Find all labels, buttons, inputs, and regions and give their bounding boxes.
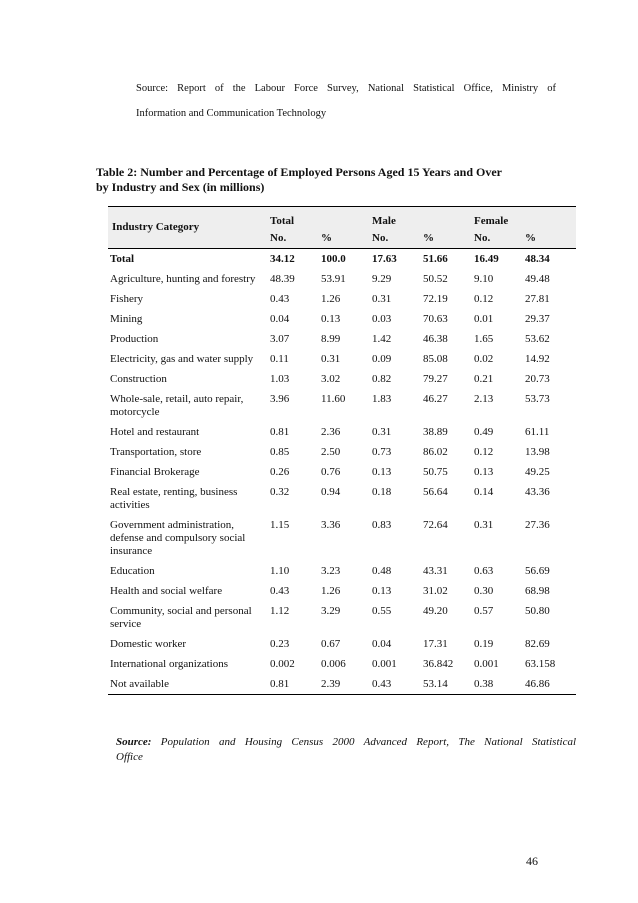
value-cell: 0.12 xyxy=(474,293,494,305)
value-cell: 53.91 xyxy=(321,273,346,285)
source-note-line-2: Information and Communication Technology xyxy=(136,108,327,119)
industry-name-cell: Community, social and personal service xyxy=(110,605,252,630)
value-cell: 14.92 xyxy=(525,353,550,365)
value-cell: 68.98 xyxy=(525,585,550,597)
header-male-no: No. xyxy=(372,228,423,249)
value-cell: 0.43 xyxy=(372,674,423,695)
table-row xyxy=(108,462,576,482)
value-cell: 0.12 xyxy=(474,446,494,458)
source-note-top xyxy=(136,76,556,126)
value-cell: 3.36 xyxy=(321,519,341,531)
value-cell: 53.14 xyxy=(423,674,474,695)
table-row xyxy=(108,634,576,654)
value-cell: 9.29 xyxy=(372,273,392,285)
value-cell: 27.36 xyxy=(525,519,550,531)
value-cell: 34.12 xyxy=(270,253,295,265)
value-cell: 0.30 xyxy=(474,585,494,597)
value-cell: 43.36 xyxy=(525,486,550,498)
header-group-total: Total xyxy=(270,207,372,229)
value-cell: 0.01 xyxy=(474,313,494,325)
value-cell: 46.86 xyxy=(525,674,576,695)
value-cell: 36.842 xyxy=(423,658,454,670)
value-cell: 17.31 xyxy=(423,638,448,650)
header-group-male: Male xyxy=(372,207,474,229)
industry-name-cell: Domestic worker xyxy=(110,638,187,650)
value-cell: 50.80 xyxy=(525,605,550,617)
source-note-line-1: Source: Report of the Labour Force Survey, National Statistical Office, Ministry of xyxy=(136,83,556,94)
value-cell: 0.31 xyxy=(372,293,392,305)
value-cell: 2.13 xyxy=(474,393,494,405)
industry-name-cell: Health and social welfare xyxy=(110,585,223,597)
value-cell: 0.04 xyxy=(270,313,290,325)
industry-name-cell: International organizations xyxy=(110,658,229,670)
value-cell: 53.73 xyxy=(525,393,550,405)
value-cell: 31.02 xyxy=(423,585,448,597)
header-female-percent: % xyxy=(525,228,576,249)
table-row xyxy=(108,442,576,462)
employment-table xyxy=(108,206,576,695)
value-cell: 53.62 xyxy=(525,333,550,345)
value-cell: 61.11 xyxy=(525,426,550,438)
value-cell: 46.38 xyxy=(423,333,448,345)
value-cell: 2.39 xyxy=(321,674,372,695)
value-cell: 16.49 xyxy=(474,253,499,265)
table-caption-line-2: by Industry and Sex (in millions) xyxy=(96,180,265,194)
value-cell: 0.13 xyxy=(372,466,392,478)
header-industry-category: Industry Category xyxy=(108,207,270,249)
value-cell: 56.64 xyxy=(423,486,448,498)
value-cell: 82.69 xyxy=(525,638,550,650)
source-label: Source: xyxy=(116,736,152,748)
value-cell: 1.42 xyxy=(372,333,392,345)
table-row xyxy=(108,422,576,442)
value-cell: 46.27 xyxy=(423,393,448,405)
value-cell: 0.85 xyxy=(270,446,290,458)
value-cell: 8.99 xyxy=(321,333,341,345)
table-row xyxy=(108,289,576,309)
value-cell: 0.32 xyxy=(270,486,290,498)
value-cell: 0.83 xyxy=(372,519,392,531)
value-cell: 72.19 xyxy=(423,293,448,305)
value-cell: 27.81 xyxy=(525,293,550,305)
value-cell: 0.94 xyxy=(321,486,341,498)
value-cell: 0.49 xyxy=(474,426,494,438)
value-cell: 72.64 xyxy=(423,519,448,531)
value-cell: 0.02 xyxy=(474,353,494,365)
value-cell: 1.03 xyxy=(270,373,290,385)
header-total-percent: % xyxy=(321,228,372,249)
value-cell: 3.23 xyxy=(321,565,341,577)
value-cell: 0.14 xyxy=(474,486,494,498)
table-caption-line-1: Table 2: Number and Percentage of Employed Persons Aged 15 Years and Over xyxy=(96,165,502,179)
table-row xyxy=(108,515,576,561)
value-cell: 0.23 xyxy=(270,638,290,650)
header-total-no: No. xyxy=(270,228,321,249)
value-cell: 51.66 xyxy=(423,253,448,265)
table-header-row-groups xyxy=(108,207,576,229)
value-cell: 0.002 xyxy=(270,658,295,670)
value-cell: 50.52 xyxy=(423,273,448,285)
value-cell: 0.48 xyxy=(372,565,392,577)
value-cell: 0.43 xyxy=(270,293,290,305)
employment-table-container xyxy=(108,206,576,695)
value-cell: 0.31 xyxy=(474,519,494,531)
value-cell: 49.25 xyxy=(525,466,550,478)
industry-name-cell: Mining xyxy=(110,313,143,325)
value-cell: 0.31 xyxy=(372,426,392,438)
value-cell: 0.76 xyxy=(321,466,341,478)
page-number: 46 xyxy=(526,854,538,868)
industry-name-cell: Not available xyxy=(108,674,270,695)
table-row xyxy=(108,269,576,289)
value-cell: 0.43 xyxy=(270,585,290,597)
value-cell: 0.38 xyxy=(474,674,525,695)
value-cell: 48.34 xyxy=(525,253,550,265)
value-cell: 0.001 xyxy=(474,658,499,670)
value-cell: 49.20 xyxy=(423,605,448,617)
value-cell: 0.13 xyxy=(321,313,341,325)
table-row xyxy=(108,482,576,515)
header-group-female: Female xyxy=(474,207,576,229)
table-row xyxy=(108,329,576,349)
value-cell: 70.63 xyxy=(423,313,448,325)
table-row xyxy=(108,674,576,695)
value-cell: 0.67 xyxy=(321,638,341,650)
value-cell: 56.69 xyxy=(525,565,550,577)
value-cell: 9.10 xyxy=(474,273,494,285)
value-cell: 63.158 xyxy=(525,658,556,670)
table-row xyxy=(108,369,576,389)
value-cell: 3.07 xyxy=(270,333,290,345)
value-cell: 0.63 xyxy=(474,565,494,577)
industry-name-cell: Education xyxy=(110,565,155,577)
value-cell: 0.81 xyxy=(270,674,321,695)
header-female-no: No. xyxy=(474,228,525,249)
value-cell: 0.13 xyxy=(474,466,494,478)
value-cell: 48.39 xyxy=(270,273,295,285)
table-row xyxy=(108,309,576,329)
industry-name-cell: Total xyxy=(110,253,135,265)
value-cell: 1.10 xyxy=(270,565,290,577)
value-cell: 1.83 xyxy=(372,393,392,405)
table-row xyxy=(108,561,576,581)
value-cell: 0.21 xyxy=(474,373,494,385)
table-row xyxy=(108,349,576,369)
value-cell: 0.13 xyxy=(372,585,392,597)
value-cell: 0.04 xyxy=(372,638,392,650)
value-cell: 1.65 xyxy=(474,333,494,345)
table-row xyxy=(108,601,576,634)
industry-name-cell: Whole-sale, retail, auto repair, motorcycle xyxy=(110,393,244,418)
value-cell: 0.81 xyxy=(270,426,290,438)
value-cell: 38.89 xyxy=(423,426,448,438)
value-cell: 0.57 xyxy=(474,605,494,617)
value-cell: 3.02 xyxy=(321,373,341,385)
industry-name-cell: Hotel and restaurant xyxy=(110,426,200,438)
industry-name-cell: Fishery xyxy=(110,293,143,305)
value-cell: 0.09 xyxy=(372,353,392,365)
value-cell: 1.15 xyxy=(270,519,290,531)
value-cell: 0.006 xyxy=(321,658,346,670)
industry-name-cell: Government administration, defense and compulsory social insurance xyxy=(110,519,246,557)
table-row xyxy=(108,249,576,270)
value-cell: 2.36 xyxy=(321,426,341,438)
value-cell: 1.26 xyxy=(321,585,341,597)
value-cell: 0.001 xyxy=(372,658,397,670)
value-cell: 79.27 xyxy=(423,373,448,385)
value-cell: 1.26 xyxy=(321,293,341,305)
value-cell: 1.12 xyxy=(270,605,290,617)
table-body xyxy=(108,249,576,695)
table-row xyxy=(108,581,576,601)
value-cell: 3.29 xyxy=(321,605,341,617)
industry-name-cell: Electricity, gas and water supply xyxy=(110,353,254,365)
value-cell: 0.11 xyxy=(270,353,289,365)
value-cell: 11.60 xyxy=(321,393,346,405)
value-cell: 0.73 xyxy=(372,446,392,458)
value-cell: 0.19 xyxy=(474,638,494,650)
value-cell: 85.08 xyxy=(423,353,448,365)
value-cell: 0.55 xyxy=(372,605,392,617)
value-cell: 17.63 xyxy=(372,253,397,265)
table-caption xyxy=(96,165,546,195)
value-cell: 43.31 xyxy=(423,565,448,577)
industry-name-cell: Agriculture, hunting and forestry xyxy=(110,273,256,285)
value-cell: 100.0 xyxy=(321,253,346,265)
industry-name-cell: Production xyxy=(110,333,159,345)
source-note-bottom xyxy=(116,735,576,765)
industry-name-cell: Transportation, store xyxy=(110,446,202,458)
industry-name-cell: Construction xyxy=(110,373,167,385)
value-cell: 2.50 xyxy=(321,446,341,458)
value-cell: 0.03 xyxy=(372,313,392,325)
value-cell: 0.82 xyxy=(372,373,392,385)
value-cell: 0.31 xyxy=(321,353,341,365)
table-row xyxy=(108,654,576,674)
value-cell: 86.02 xyxy=(423,446,448,458)
value-cell: 50.75 xyxy=(423,466,448,478)
value-cell: 13.98 xyxy=(525,446,550,458)
value-cell: 0.18 xyxy=(372,486,392,498)
value-cell: 3.96 xyxy=(270,393,290,405)
value-cell: 20.73 xyxy=(525,373,550,385)
source-text: Population and Housing Census 2000 Advanced Report, The National Statistical xyxy=(160,736,577,748)
value-cell: 0.26 xyxy=(270,466,290,478)
source-text-tail: Office xyxy=(116,751,143,763)
industry-name-cell: Financial Brokerage xyxy=(110,466,200,478)
value-cell: 29.37 xyxy=(525,313,550,325)
industry-name-cell: Real estate, renting, business activities xyxy=(110,486,238,511)
value-cell: 49.48 xyxy=(525,273,550,285)
header-male-percent: % xyxy=(423,228,474,249)
table-row xyxy=(108,389,576,422)
